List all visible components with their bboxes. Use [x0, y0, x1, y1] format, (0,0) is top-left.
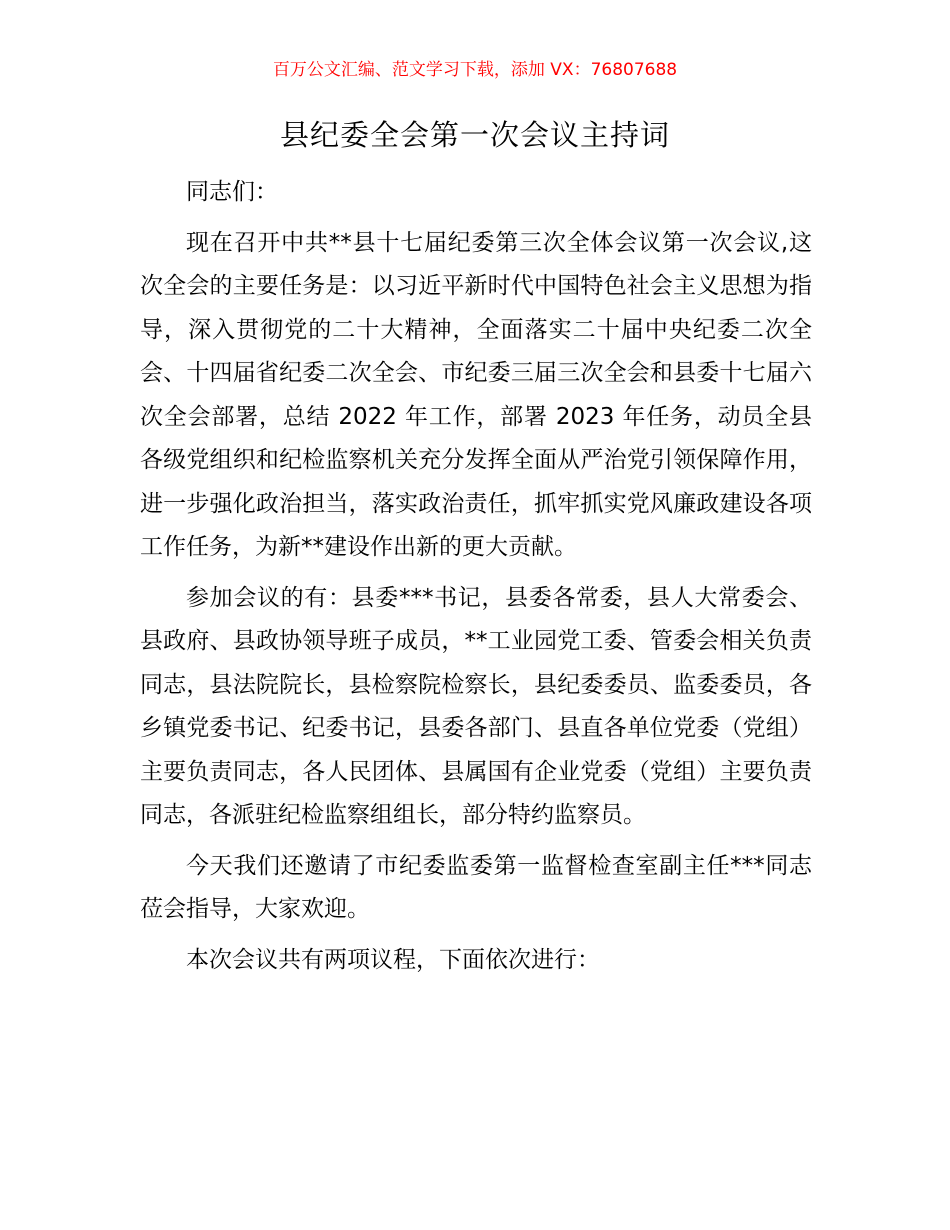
paragraph-opening: 现在召开中共**县十七届纪委第三次全体会议第一次会议,这次全会的主要任务是：以习近平新时代中国特色社会主义思想为指导，深入贯彻党的二十大精神，全面落实二十届中央纪委二次全会、十四届省纪委二次全会、市纪委三届三次全会和县委十七届六次全会部署，总结 2022 年工作，部署 2023 年任务，动员全县各级党组织和纪检监察机关充分发挥全面从严治党引领保障作用，进一步强化政治担当，落实政治责任，抓牢抓实党风廉政建设各项工作任务，为新**建设作出新的更大贡献。	[140, 229, 812, 560]
greeting: 同志们：	[186, 179, 278, 205]
paragraph-guest: 今天我们还邀请了市纪委监委第一监督检查室副主任***同志莅会指导，大家欢迎。	[140, 852, 812, 922]
document-title: 县纪委全会第一次会议主持词	[279, 118, 670, 152]
paragraph-attendees: 参加会议的有：县委***书记，县委各常委，县人大常委会、县政府、县政协领导班子成员，**工业园党工委、管委会相关负责同志，县法院院长，县检察院检察长，县纪委委员、监委委员，各乡镇党委书记、纪委书记，县委各部门、县直各单位党委（党组）主要负责同志，各人民团体、县属国有企业党委（党组）主要负责同志，各派驻纪检监察组组长，部分特约监察员。	[140, 584, 812, 828]
document-body	[140, 171, 812, 989]
paragraph-agenda: 本次会议共有两项议程，下面依次进行：	[186, 946, 600, 973]
header-notice: 百万公文汇编、范文学习下载，添加 VX：76807688	[272, 60, 678, 80]
